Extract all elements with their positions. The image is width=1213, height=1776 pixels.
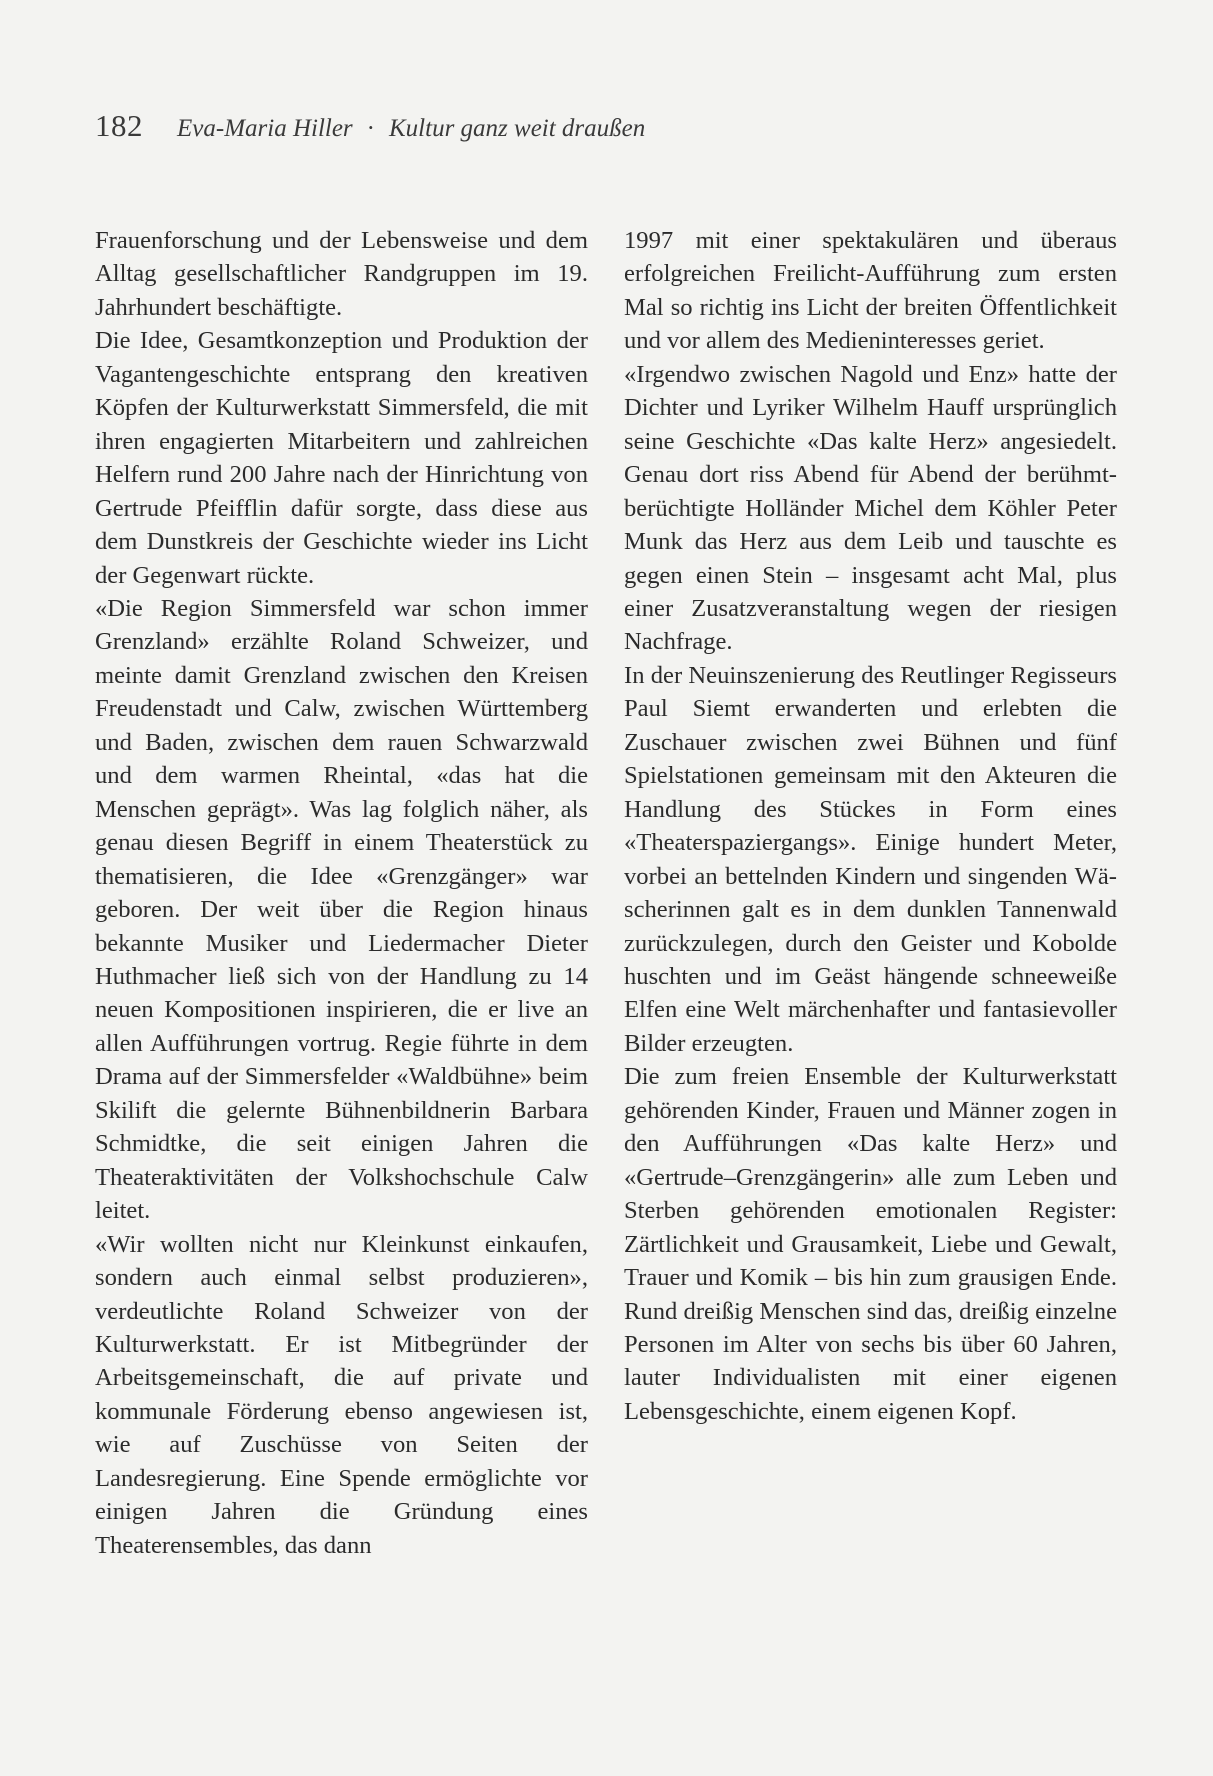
paragraph: Die zum freien Ensemble der Kulturwerkstatt gehörenden Kinder, Frauen und Männer zogen in den Aufführungen «Das kalte Herz» und «Gertrude–Grenzgängerin» alle zum Leben und Sterben gehörenden emotionalen Register: Zärtlichkeit und Grausamkeit, Liebe und Gewalt, Trauer und Komik – bis hin zum grausigen Ende. Rund dreißig Menschen sind das, dreißig einzelne Personen im Alter von sechs bis über 60 Jahren, lauter Individualisten mit einer eigenen Lebensgeschichte, einem eigenen Kopf. [624,1063,1117,1425]
running-head [95,108,645,148]
running-head-title: Kultur ganz weit draußen [389,115,646,142]
paragraph: Frauenforschung und der Lebensweise und dem Alltag gesellschaftlicher Randgruppen im 19. Jahrhundert beschäftigte. [95,227,588,321]
running-head-author: Eva-Maria Hiller [177,115,353,142]
paragraph: 1997 mit einer spektakulären und überaus erfolgreichen Freilicht-Aufführung zum ersten Mal so richtig ins Licht der breiten Öffentlichkeit und vor allem des Medieninteresses geriet. [624,227,1117,355]
text-column-left [95,224,588,1562]
paragraph: «Die Region Simmersfeld war schon immer Grenzland» erzählte Roland Schweizer, und meinte damit Grenzland zwischen den Kreisen Freudenstadt und Calw, zwischen Württemberg und Baden, zwischen dem rauen Schwarzwald und dem warmen Rheintal, «das hat die Menschen geprägt». Was lag folglich näher, als genau diesen Begriff in einem Theaterstück zu thematisieren, die Idee «Grenzgänger» war geboren. Der weit über die Region hinaus bekannte Musiker und Liedermacher Dieter Huthmacher ließ sich von der Handlung zu 14 neuen Kompositionen inspirieren, die er live an allen Aufführungen vortrug. Regie führte in dem Drama auf der Simmersfelder «Waldbühne» beim Skilift die gelernte Bühnenbildnerin Barbara Schmidtke, die seit einigen Jahren die Theateraktivitäten der Volkshochschule Calw leitet. [95,594,588,1225]
page-number: 182 [95,108,143,143]
paragraph: «Wir wollten nicht nur Kleinkunst einkaufen, sondern auch einmal selbst produzieren», verdeutlichte Roland Schweizer von der Kulturwerkstatt. Er ist Mitbegründer der Arbeitsgemeinschaft, die auf private und kommunale Förderung ebenso angewiesen ist, wie auf Zuschüsse von Seiten der Landesregierung. Eine Spende ermöglichte vor einigen Jahren die Gründung eines Theaterensembles, das dann [95,1230,588,1559]
paragraph: In der Neuinszenierung des Reutlinger Regisseurs Paul Siemt erwanderten und erlebten die Zuschauer zwischen zwei Bühnen und fünf Spielstationen gemeinsam mit den Akteuren die Handlung des Stückes in Form eines «Theaterspaziergangs». Einige hundert Meter, vorbei an bettelnden Kindern und singenden Wäscherinnen galt es in dem dunklen Tannenwald zurückzulegen, durch den Geister und Kobolde huschten und im Geäst hängende schneeweiße Elfen eine Welt märchenhafter und fantasievoller Bilder erzeugten. [624,661,1117,1057]
text-column-right [624,224,1117,1428]
paragraph: «Irgendwo zwischen Nagold und Enz» hatte der Dichter und Lyriker Wilhelm Hauff ursprünglich seine Geschichte «Das kalte Herz» angesiedelt. Genau dort riss Abend für Abend der berühmt-berüchtigte Holländer Michel dem Köhler Peter Munk das Herz aus dem Leib und tauschte es gegen einen Stein – insgesamt acht Mal, plus einer Zusatzveranstaltung wegen der riesigen Nachfrage. [624,360,1117,656]
paragraph: Die Idee, Gesamtkonzeption und Produktion der Vagantengeschichte entsprang den kreativen Köpfen der Kulturwerkstatt Simmersfeld, die mit ihren engagierten Mitarbeitern und zahlreichen Helfern rund 200 Jahre nach der Hinrichtung von Gertrude Pfeifflin dafür sorgte, dass diese aus dem Dunstkreis der Geschichte wieder ins Licht der Gegenwart rückte. [95,327,588,589]
running-head-separator: · [366,115,375,142]
